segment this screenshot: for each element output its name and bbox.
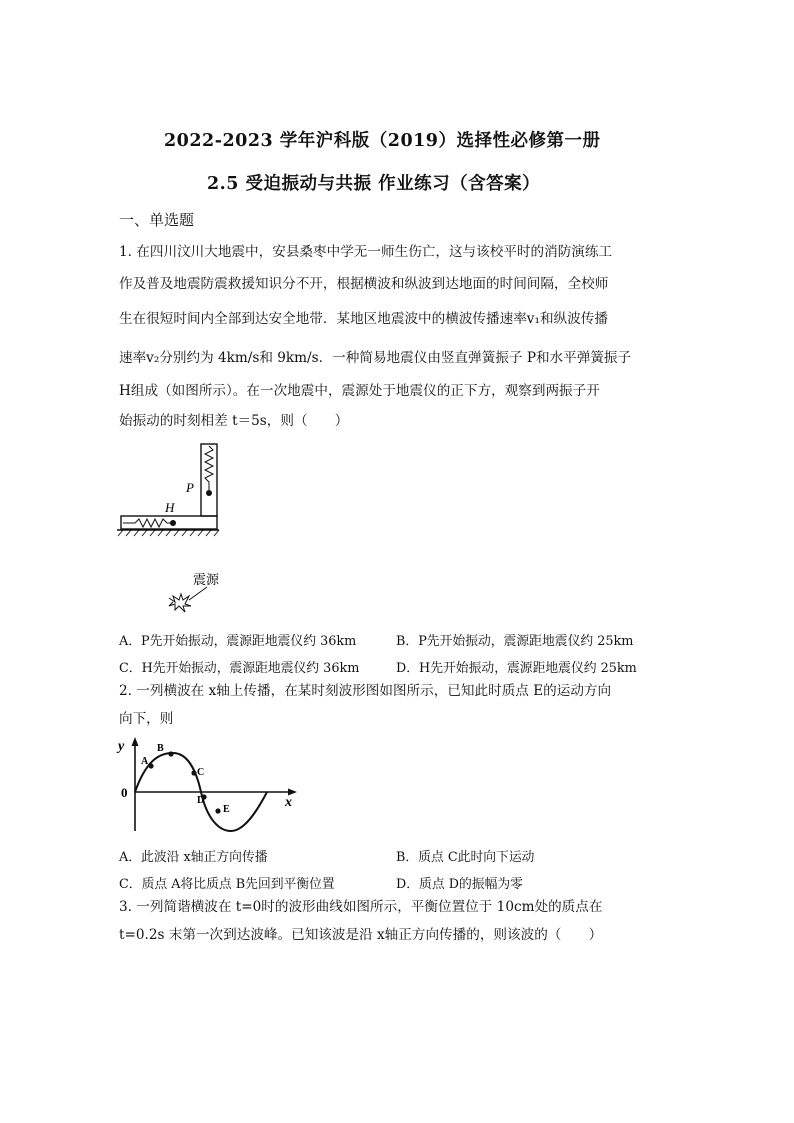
mass-p [206,490,212,496]
q2-option-a[interactable]: A．此波沿 x轴正方向传播 [119,850,268,865]
q1-line-2: 作及普及地震防震救援知识分不开，根据横波和纵波到达地面的时间间隔，全校师 [119,276,609,292]
q1-line-3: 生在很短时间内全部到达安全地带．某地区地震波中的横波传播速率v₁和纵波传播 [119,311,608,327]
q2-option-d[interactable]: D．质点 D的振幅为零 [396,877,523,892]
page-title-line1: 2022-2023 学年沪科版（2019）选择性必修第一册 [164,131,601,151]
section-heading: 一、单选题 [119,211,195,229]
point-b [168,751,173,756]
epicenter-icon [169,594,191,612]
page-title-line2: 2.5 受迫振动与共振 作业练习（含答案） [207,174,541,194]
horizontal-spring [123,519,171,527]
q1-line-6: 始振动的时刻相差 t＝5s，则（ ） [119,413,349,429]
q2-option-c[interactable]: C．质点 A将比质点 B先回到平衡位置 [119,877,335,892]
q2-line-1: 2. 一列横波在 x轴上传播，在某时刻波形图如图所示，已知此时质点 E的运动方向 [119,683,612,699]
q1-line-5: H组成（如图所示）。在一次地震中，震源处于地震仪的正下方，观察到两振子开 [119,383,600,399]
mass-h [170,520,176,526]
q1-option-a[interactable]: A．P先开始振动，震源距地震仪约 36km [119,634,357,649]
label-b: B [157,743,164,754]
q2-line-2: 向下，则 [119,711,174,727]
seismograph-figure [115,440,225,620]
point-a [148,763,153,768]
origin-label: 0 [121,785,128,800]
label-epicenter: 震源 [193,572,220,587]
q1-line-4: 速率v₂分别约为 4km/s和 9km/s．一种简易地震仪由竖直弹簧振子 P和水平弹簧振子 [119,350,632,366]
label-h: H [165,500,175,515]
q3-line-1: 3. 一列简谐横波在 t=0时的波形曲线如图所示，平衡位置位于 10cm处的质点在 [119,899,603,915]
y-axis-label: y [118,739,125,754]
q1-option-c[interactable]: C．H先开始振动，震源距地震仪约 36km [119,661,360,676]
label-c: C [197,767,205,778]
label-p: P [186,480,194,495]
q1-option-d[interactable]: D．H先开始振动，震源距地震仪约 25km [396,661,637,676]
wave-figure [115,735,305,835]
q1-line-1: 1. 在四川汶川大地震中，安县桑枣中学无一师生伤亡，这与该校平时的消防演练工 [119,244,613,260]
q3-line-2: t=0.2s 末第一次到达波峰。已知该波是沿 x轴正方向传播的，则该波的（ ） [119,927,603,943]
x-axis-label: x [285,795,292,810]
point-c [191,770,196,775]
q2-option-b[interactable]: B．质点 C此时向下运动 [396,850,535,865]
label-d: D [197,795,205,806]
label-a: A [141,756,149,767]
vertical-spring [205,446,213,490]
q1-option-b[interactable]: B．P先开始振动，震源距地震仪约 25km [396,634,634,649]
label-e: E [223,804,230,815]
point-e [215,808,220,813]
